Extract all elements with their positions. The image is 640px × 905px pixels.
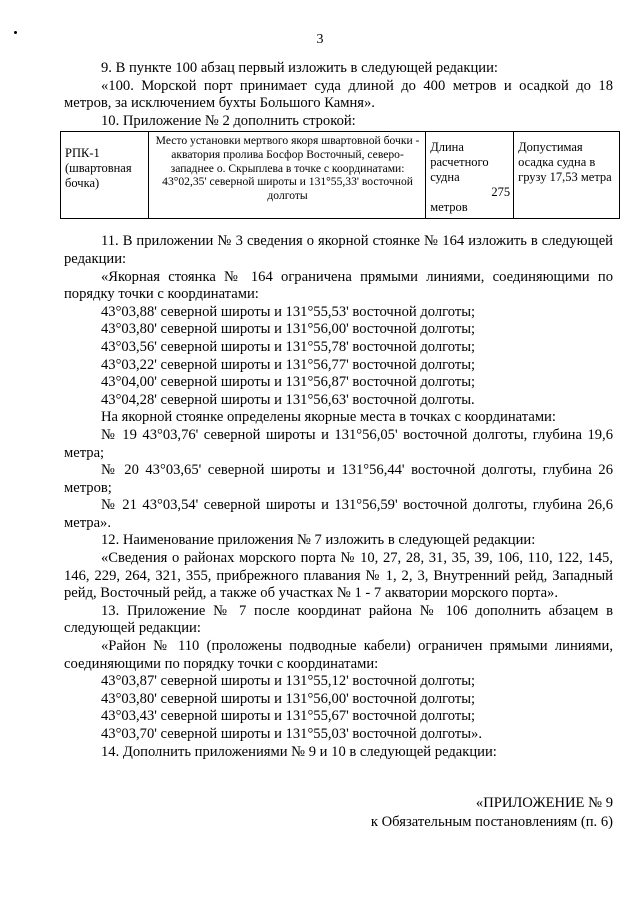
item-9-text: «100. Морской порт принимает суда длиной до 400 метров и осадкой до 18 метров, за исключением бухты Большого Камня». (64, 77, 613, 112)
item-12-text: «Сведения о районах морского порта № 10, 27, 28, 31, 35, 39, 106, 110, 122, 145, 146, 229, 264, 321, 355, прибрежного плавания № 1, 2, 3, Внутренний рейд, Западный рейд, Восточный рейд, а также об участках № 1 - 7 акватории морского порта». (64, 550, 613, 602)
document-body (64, 60, 613, 761)
coord-line: 43°03,56' северной широты и 131°55,78' восточной долготы; (101, 338, 476, 355)
coord-line: 43°03,22' северной широты и 131°56,77' восточной долготы; (101, 356, 476, 373)
anchor-point: № 19 43°03,76' северной широты и 131°56,05' восточной долготы, глубина 19,6 метра; (64, 426, 613, 461)
table-row (61, 132, 620, 219)
anchor-point: № 21 43°03,54' северной широты и 131°56,59' восточной долготы, глубина 26,6 метра». (64, 497, 613, 531)
appendix-heading: «ПРИЛОЖЕНИЕ № 9 (475, 795, 613, 811)
item-14-intro: 14. Дополнить приложениями № 9 и 10 в следующей редакции: (101, 743, 497, 760)
coord-line: 43°03,70' северной широты и 131°55,03' восточной долготы». (101, 726, 483, 742)
item-11-intro: 11. В приложении № 3 сведения о якорной стоянке № 164 изложить в следующей редакции: (64, 233, 613, 267)
item-11-anchor-intro: На якорной стоянке определены якорные места в точках с координатами: (101, 409, 556, 426)
item-11-text: «Якорная стоянка № 164 ограничена прямыми линиями, соединяющими по порядку точки с координатами: (64, 268, 613, 303)
length-unit: метров (430, 200, 468, 215)
cell-location: Место установки мертвого якоря швартовной бочки - акватория пролива Босфор Восточный, северо-западнее о. Скрыплева в точке с координатами: 43°02,35' северной широты и 131°55,33' восточной долготы (148, 132, 425, 219)
coord-line: 43°03,43' северной широты и 131°55,67' восточной долготы; (101, 708, 476, 725)
coord-line: 43°03,80' северной широты и 131°56,00' восточной долготы; (101, 690, 476, 707)
length-value: 275 (491, 185, 511, 200)
item-13-text: «Район № 110 (проложены подводные кабели) ограничен прямыми линиями, соединяющими по порядку точки с координатами: (64, 638, 613, 672)
item-13-intro: 13. Приложение № 7 после координат района № 106 дополнить абзацем в следующей редакции: (64, 602, 613, 637)
coord-line: 43°03,88' северной широты и 131°55,53' восточной долготы; (101, 303, 476, 320)
coord-line: 43°04,28' северной широты и 131°56,63' восточной долготы. (101, 391, 475, 408)
appendix-subheading: к Обязательным постановлениям (п. 6) (370, 814, 613, 830)
cell-draft: Допустимая осадка судна в грузу 17,53 метра (514, 132, 620, 219)
length-label: Длина расчетного судна (430, 140, 489, 185)
item-10-intro: 10. Приложение № 2 дополнить строкой: (101, 112, 356, 129)
item-9-intro: 9. В пункте 100 абзац первый изложить в следующей редакции: (101, 60, 498, 76)
coord-line: 43°03,80' северной широты и 131°56,00' восточной долготы; (101, 321, 476, 338)
cell-marker: РПК-1 (швартовная бочка) (61, 132, 149, 219)
item-11-coords (64, 304, 613, 410)
coord-line: 43°03,87' северной широты и 131°55,12' восточной долготы; (101, 673, 476, 690)
item-13-coords (64, 673, 613, 743)
item-12-intro: 12. Наименование приложения № 7 изложить в следующей редакции: (101, 532, 536, 549)
coord-line: 43°04,00' северной широты и 131°56,87' восточной долготы; (101, 374, 476, 391)
cell-length (426, 132, 514, 219)
page-number: 3 (316, 32, 324, 47)
anchor-point: № 20 43°03,65' северной широты и 131°56,44' восточной долготы, глубина 26 метров; (64, 462, 613, 496)
appendix-2-table (60, 131, 620, 219)
